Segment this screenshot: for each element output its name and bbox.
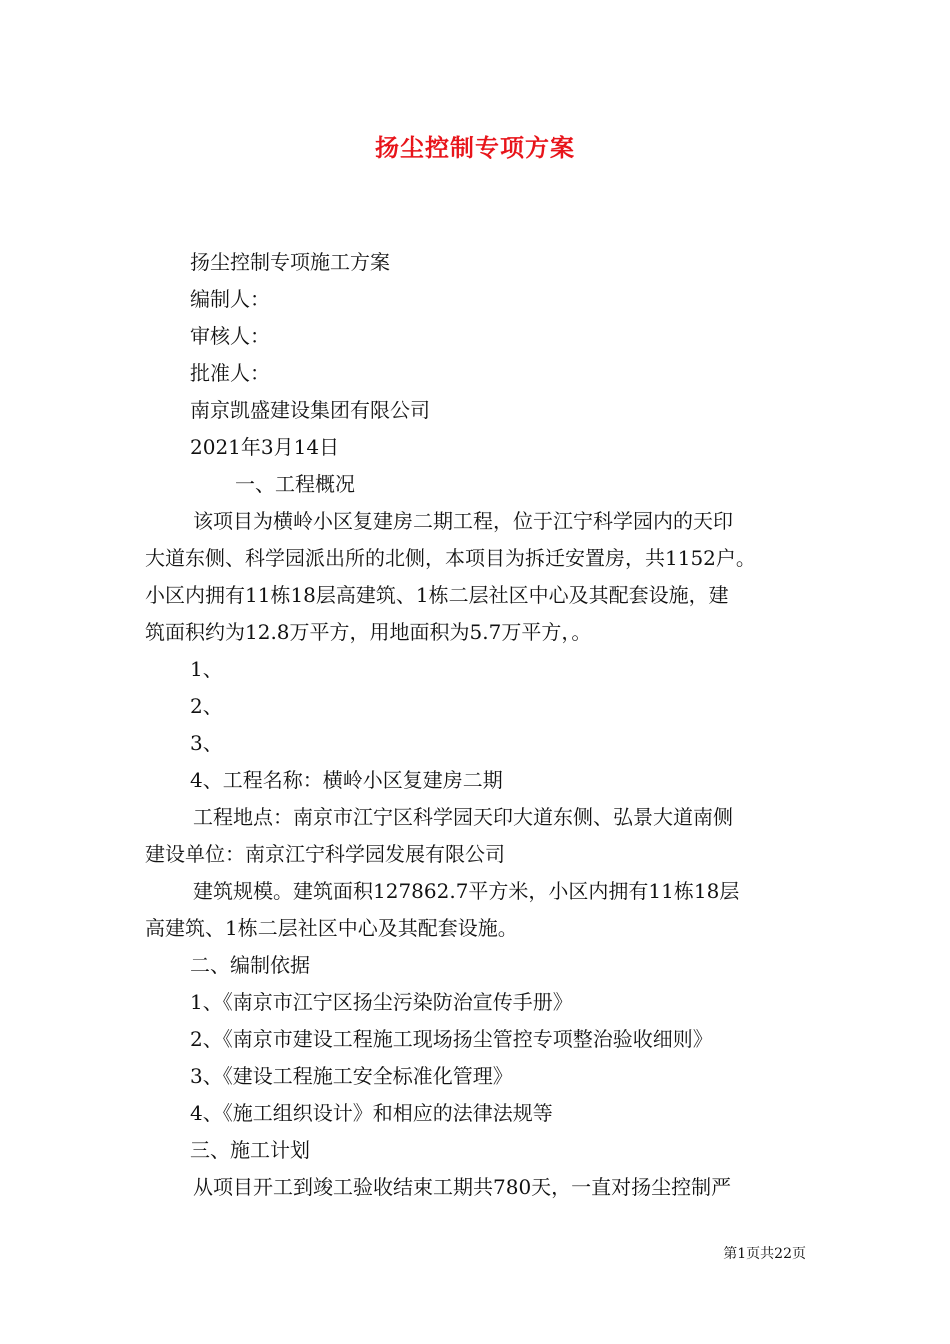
project-scale-line: 建筑规模。建筑面积127862.7平方米，小区内拥有11栋18层 [193,879,740,903]
section1-item: 1、 [190,657,223,681]
section1-item: 3、 [190,731,223,755]
cover-reviewer: 审核人： [190,324,270,348]
section3-heading: 三、施工计划 [190,1138,310,1162]
reference-item: 2、《南京市建设工程施工现场扬尘管控专项整治验收细则》 [190,1027,713,1051]
document-body [145,244,810,1206]
section1-para-line: 筑面积约为12.8万平方，用地面积为5.7万平方，。 [145,620,592,644]
cover-date: 2021年3月14日 [190,435,340,459]
section2-heading: 二、编制依据 [190,953,310,977]
section1-para-line: 小区内拥有11栋18层高建筑、1栋二层社区中心及其配套设施，建 [145,583,729,607]
project-scale-line: 高建筑、1栋二层社区中心及其配套设施。 [145,916,518,940]
cover-editor: 编制人： [190,287,270,311]
cover-subtitle: 扬尘控制专项施工方案 [190,250,390,274]
section1-heading: 一、工程概况 [235,472,355,496]
document-title: 扬尘控制专项方案 [375,133,575,162]
project-name: 4、工程名称：横岭小区复建房二期 [190,768,503,792]
reference-item: 4、《施工组织设计》和相应的法律法规等 [190,1101,553,1125]
project-builder: 建设单位：南京江宁科学园发展有限公司 [145,842,505,866]
cover-company: 南京凯盛建设集团有限公司 [190,398,430,422]
section1-item: 2、 [190,694,223,718]
page-number: 第1页共22页 [723,1246,806,1262]
project-location: 工程地点：南京市江宁区科学园天印大道东侧、弘景大道南侧 [193,805,733,829]
section1-para-line: 大道东侧、科学园派出所的北侧，本项目为拆迁安置房，共1152户。 [145,546,756,570]
reference-item: 1、《南京市江宁区扬尘污染防治宣传手册》 [190,990,573,1014]
section3-para: 从项目开工到竣工验收结束工期共780天，一直对扬尘控制严 [193,1175,732,1199]
reference-item: 3、《建设工程施工安全标准化管理》 [190,1064,513,1088]
cover-approver: 批准人： [190,361,270,385]
section1-para-line: 该项目为横岭小区复建房二期工程，位于江宁科学园内的天印 [193,509,733,533]
